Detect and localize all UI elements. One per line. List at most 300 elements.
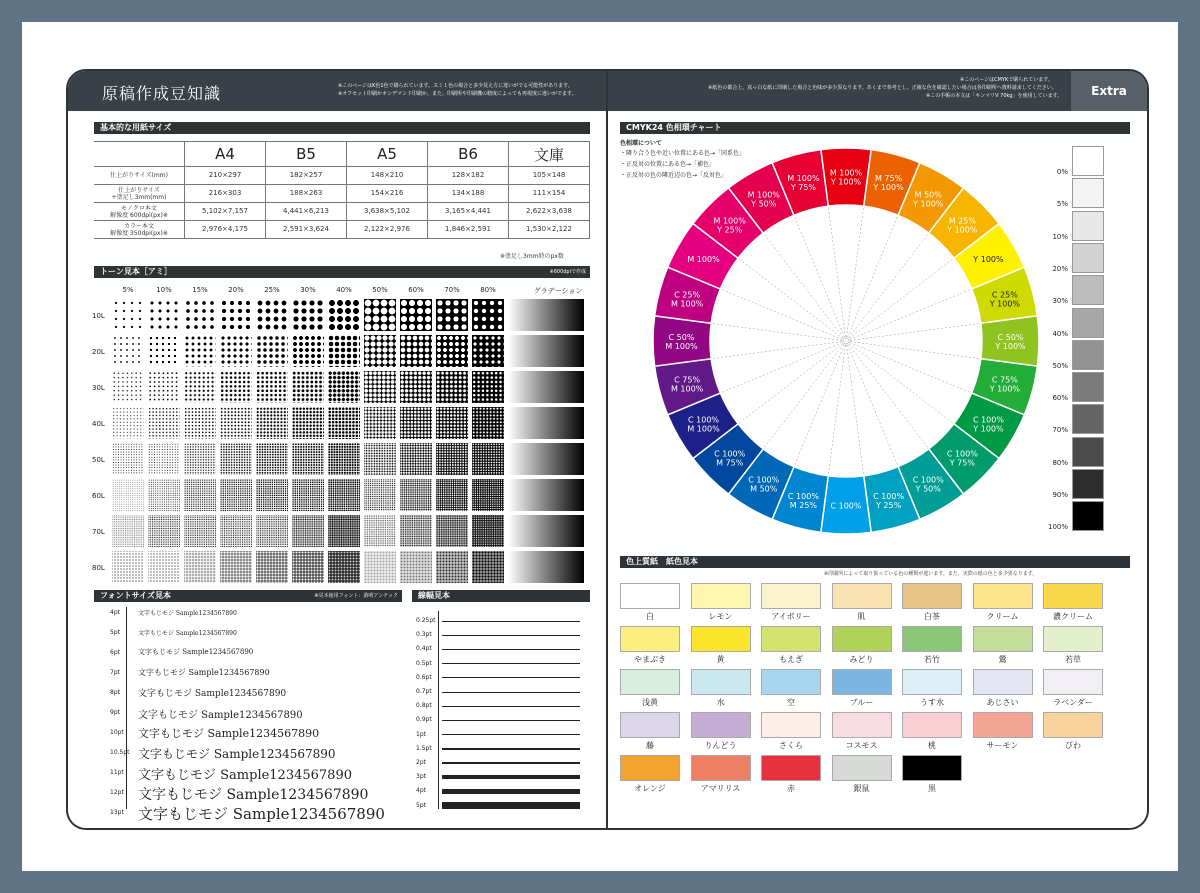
gray-label: 100% <box>1047 523 1068 532</box>
wheel-segment-label-line: Y 25% <box>717 225 743 235</box>
paper-color-name: サーモン <box>986 741 1019 750</box>
tone-col-label: 30% <box>300 286 316 294</box>
table-cell: 182×257 <box>266 167 347 185</box>
tone-swatch <box>220 443 252 475</box>
wheel-segment-label-line: Y 100% <box>989 299 1021 309</box>
line-sample <box>442 663 580 664</box>
wheel-segment-label-line: M 100% <box>687 254 720 264</box>
paper-color-name: アマリリス <box>700 784 741 793</box>
wheel-segment-label-line: Y 75% <box>790 183 817 193</box>
tone-swatch <box>472 371 504 403</box>
line-sample <box>442 649 580 650</box>
paper-color-name: うす水 <box>920 698 944 707</box>
paper-color-name: 鶯 <box>998 655 1007 664</box>
tone-col-label: 25% <box>264 286 280 294</box>
line-width-label: 3pt <box>416 773 426 781</box>
tone-col-label: 40% <box>336 286 352 294</box>
wheel-guide-line <box>795 345 845 465</box>
table-cell: 5,102×7,157 <box>185 203 266 221</box>
tone-swatch <box>328 443 360 475</box>
tone-row-label: 20L <box>92 348 105 356</box>
col-a4: A4 <box>185 142 266 167</box>
wheel-segment-label-line: C 100% <box>972 415 1004 425</box>
table-cell: 128×182 <box>428 167 509 185</box>
paper-color-name: 濃クリーム <box>1053 612 1093 621</box>
wheel-segment-label-line: C 100% <box>830 501 862 511</box>
wheel-segment-label-line: Y 100% <box>989 384 1021 394</box>
paper-color-swatch <box>832 626 892 652</box>
paper-color-name: アイボリー <box>771 612 811 621</box>
wheel-guide-line <box>764 235 843 338</box>
tone-swatch <box>112 335 144 367</box>
wheel-segment-label-line: M 50% <box>914 190 942 200</box>
wheel-segment-label-line: C 100% <box>946 449 978 459</box>
tone-swatch <box>364 407 396 439</box>
color-wheel <box>651 146 1041 536</box>
wheel-center <box>843 338 849 344</box>
wheel-segment-label-line: C 100% <box>714 449 746 459</box>
paper-color-swatch <box>761 712 821 738</box>
tone-col-label: 20% <box>228 286 244 294</box>
line-width-label: 0.4pt <box>416 645 432 653</box>
font-size-label: 11pt <box>110 768 124 776</box>
tone-row-label: 40L <box>92 420 105 428</box>
wheel-segment-label <box>873 492 904 510</box>
wheel-segment-label-line: C 50% <box>997 333 1024 342</box>
font-sample: 文字もじモジ Sample1234567890 <box>138 648 254 656</box>
gray-label: 50% <box>1052 361 1068 370</box>
wheel-segment-label <box>687 415 720 433</box>
gray-label: 70% <box>1052 426 1068 435</box>
paper-color-name: りんどう <box>704 741 737 750</box>
section-tone-note: ※600dpiで作成 <box>549 269 586 275</box>
gray-label: 0% <box>1056 168 1068 176</box>
paper-color-swatch <box>973 712 1033 738</box>
line-divider <box>438 611 439 809</box>
paper-color-swatch <box>620 626 680 652</box>
gray-swatch <box>1072 243 1104 273</box>
paper-color-swatch <box>902 712 962 738</box>
font-divider <box>126 607 127 809</box>
tone-swatch <box>400 443 432 475</box>
header-note-right-1: ※このページはCMYKで刷られています。 <box>960 77 1053 83</box>
wheel-segment-label-line: C 100% <box>748 475 780 485</box>
tone-row-label: 70L <box>92 528 105 536</box>
paper-colors-note: ※印刷所によって取り扱っている色の種類が違います。また、実際の紙の色と多少異なります。 <box>824 571 1038 577</box>
line-sample <box>442 677 580 678</box>
tone-gradation <box>508 443 584 475</box>
table-cell: 216×303 <box>185 185 266 203</box>
row-label <box>94 167 185 185</box>
wheel-segment-label-line: Y 100% <box>947 225 978 235</box>
wheel-segment-label-line: M 100% <box>747 190 780 200</box>
wheel-guide-line <box>795 217 845 337</box>
section-paper-size-title: 基本的な用紙サイズ <box>100 123 172 132</box>
table-cell: 2,122×2,976 <box>347 221 428 239</box>
section-paper-size <box>94 122 590 134</box>
paper-color-swatch <box>691 755 751 781</box>
wheel-segment-label-line: Y 75% <box>949 458 975 468</box>
table-cell: 154×216 <box>347 185 428 203</box>
table-cell: 188×263 <box>266 185 347 203</box>
tone-swatch <box>148 407 180 439</box>
row-label <box>94 221 185 239</box>
wheel-segment-label <box>946 217 978 235</box>
wheel-segment-label-line: Y 50% <box>751 199 777 209</box>
line-width-label: 4pt <box>416 787 426 795</box>
table-cell: 3,165×4,441 <box>428 203 509 221</box>
table-cell: 2,622×3,638 <box>509 203 590 221</box>
line-width-label: 0.25pt <box>416 617 436 624</box>
tone-swatch <box>472 515 504 547</box>
tone-swatch <box>292 443 324 475</box>
gray-swatch <box>1072 308 1104 338</box>
wheel-guide-line <box>848 345 898 465</box>
row-label-line: カラー本文 <box>123 222 154 230</box>
row-label-line: 仕上がりサイズ <box>118 186 160 194</box>
tone-gradation <box>508 371 584 403</box>
spine <box>606 71 608 828</box>
tone-swatch <box>400 371 432 403</box>
gray-label: 10% <box>1052 232 1068 241</box>
paper-color-swatch <box>691 583 751 609</box>
tone-swatch <box>148 551 180 583</box>
font-size-label: 4pt <box>110 609 120 616</box>
paper-color-swatch <box>1043 712 1103 738</box>
wheel-guide-line <box>849 343 952 422</box>
header-note-right-2: ※紙色の都合上、真っ白な紙に印刷した場合と色味が多少異なります。あくまで参考とし、正確な色を確認したい場合は各印刷所へ資料請求してください。 <box>708 85 1057 91</box>
tone-swatch <box>472 335 504 367</box>
tone-swatch <box>328 335 360 367</box>
paper-size-table <box>94 141 590 239</box>
wheel-guide-line <box>848 217 898 337</box>
wheel-segment-label-line: M 25% <box>789 500 818 510</box>
tone-swatch <box>328 479 360 511</box>
tone-swatch <box>400 479 432 511</box>
wheel-segment-label-line: Y 100% <box>830 177 862 187</box>
paper-color-name: 白 <box>646 612 654 621</box>
tone-swatch <box>328 299 360 331</box>
tone-swatch <box>148 371 180 403</box>
line-sample <box>442 748 580 750</box>
paper-color-swatch <box>973 626 1033 652</box>
line-width-label: 0.6pt <box>416 673 432 681</box>
section-font-size <box>94 590 402 602</box>
page-title: 原稿作成豆知識 <box>102 84 222 103</box>
tone-swatch <box>400 551 432 583</box>
wheel-guide-line <box>847 345 864 474</box>
row-label <box>94 185 185 203</box>
section-line-width-title: 線幅見本 <box>418 591 450 600</box>
font-size-label: 6pt <box>110 648 120 656</box>
tone-swatch <box>148 335 180 367</box>
section-color-wheel-title: CMYK24 色相環チャート <box>626 123 722 132</box>
font-sample: 文字もじモジ Sample1234567890 <box>138 746 336 761</box>
tone-col-label: 5% <box>122 286 134 294</box>
font-sample: 文字もじモジ Sample1234567890 <box>138 610 237 617</box>
tone-swatch <box>292 479 324 511</box>
tone-swatch <box>328 551 360 583</box>
font-size-label: 9pt <box>110 708 120 716</box>
wheel-segment-label <box>872 174 904 192</box>
wheel-segment-label-line: Y 100% <box>973 424 1004 434</box>
tone-row-label: 80L <box>92 564 105 572</box>
wheel-segment-label-line: M 100% <box>670 384 704 394</box>
tone-swatch <box>256 479 288 511</box>
table-cell: 2,976×4,175 <box>185 221 266 239</box>
wheel-segment-label <box>830 169 863 187</box>
tone-col-label: 50% <box>372 286 388 294</box>
paper-color-name: オレンジ <box>634 784 666 793</box>
paper-color-name: 藤 <box>646 741 654 750</box>
tone-swatch <box>148 515 180 547</box>
line-sample <box>442 762 580 765</box>
row-label <box>94 203 185 221</box>
wheel-guide-line <box>722 343 842 393</box>
paper-color-name: やまぶき <box>634 655 666 664</box>
tone-swatch <box>112 299 144 331</box>
paper-color-name: もえぎ <box>779 655 803 664</box>
section-tone <box>94 266 590 278</box>
tone-gradation <box>508 335 584 367</box>
paper-color-swatch <box>902 669 962 695</box>
wheel-segment-label-line: C 50% <box>668 333 695 342</box>
wheel-segment-label-line: M 100% <box>687 424 720 434</box>
paper-color-swatch <box>973 583 1033 609</box>
section-tone-title: トーン見本［アミ］ <box>100 267 172 276</box>
tone-swatch <box>400 299 432 331</box>
paper-color-swatch <box>620 583 680 609</box>
gray-label: 80% <box>1052 458 1068 467</box>
tone-swatch <box>256 299 288 331</box>
wheel-segment-label <box>788 492 819 510</box>
tone-swatch <box>436 479 468 511</box>
tone-swatch <box>436 551 468 583</box>
row-label-line: 仕上がりサイズ(mm) <box>110 172 168 179</box>
tone-swatch <box>292 371 324 403</box>
gray-swatch <box>1072 275 1104 305</box>
paper-color-swatch <box>902 626 962 652</box>
font-sample: 文字もじモジ Sample1234567890 <box>138 768 352 783</box>
header-note-right-3: ※この手帳の本文は「キンマリV 70kg」を使用しています。 <box>926 93 1063 99</box>
extra-tab: Extra <box>1071 71 1147 111</box>
line-width-label: 0.3pt <box>416 631 432 639</box>
tone-swatch <box>436 299 468 331</box>
wheel-guide-line <box>850 324 979 341</box>
table-cell: 111×154 <box>509 185 590 203</box>
gray-swatch <box>1072 469 1104 499</box>
tone-gradation <box>508 407 584 439</box>
tone-swatch <box>364 335 396 367</box>
line-sample <box>442 789 580 795</box>
line-width-label: 1pt <box>416 730 426 738</box>
wheel-guide-line <box>850 342 979 359</box>
wheel-segment-label <box>913 475 944 493</box>
tone-swatch <box>472 299 504 331</box>
tone-swatch <box>328 407 360 439</box>
line-width-label: 2pt <box>416 759 426 766</box>
paper-color-name: 黄 <box>716 655 725 664</box>
row-label-line: +塗足し3mm(mm) <box>111 193 167 201</box>
tone-swatch <box>220 515 252 547</box>
line-sample <box>442 706 580 707</box>
tone-gradation <box>508 551 584 583</box>
wheel-guide-line <box>740 259 843 338</box>
col-b6: B6 <box>428 142 509 167</box>
paper-color-swatch <box>832 755 892 781</box>
wheel-segment-label-line: C 75% <box>991 375 1018 385</box>
paper-color-name: 赤 <box>787 784 795 793</box>
gray-label: 5% <box>1056 200 1068 209</box>
gray-label: 20% <box>1052 264 1068 273</box>
wheel-segment-label <box>912 191 944 209</box>
wheel-segment-label <box>787 174 820 192</box>
tone-swatch <box>112 515 144 547</box>
line-sample <box>442 692 580 693</box>
wheel-note-2: ・正反対の位置にある色→「補色」 <box>620 161 716 168</box>
table-corner <box>94 142 185 167</box>
col-a5: A5 <box>347 142 428 167</box>
wheel-guide-line <box>713 342 842 359</box>
gray-label: 90% <box>1052 491 1068 499</box>
line-sample <box>442 775 580 779</box>
line-width-label: 0.7pt <box>416 688 432 695</box>
tone-swatch <box>184 371 216 403</box>
paper-color-swatch <box>832 669 892 695</box>
table-cell: 1,530×2,122 <box>509 221 590 239</box>
wheel-segment-label-line: Y 100% <box>995 342 1026 351</box>
tone-swatch <box>112 443 144 475</box>
tone-col-label: 10% <box>156 286 172 294</box>
tone-swatch <box>292 335 324 367</box>
line-width-label: 1.5pt <box>416 744 432 752</box>
paper-color-swatch <box>832 583 892 609</box>
line-width-label: 0.5pt <box>416 659 432 667</box>
font-size-label: 10pt <box>110 728 124 736</box>
tone-col-label: 15% <box>192 286 208 294</box>
wheel-segment-label-line: M 100% <box>665 342 698 351</box>
font-sample: 文字もじモジ Sample1234567890 <box>138 629 237 637</box>
tone-swatch <box>472 443 504 475</box>
wheel-segment-label-line: M 100% <box>713 216 746 226</box>
wheel-segment-label <box>748 475 779 493</box>
wheel-guide-line <box>764 344 843 447</box>
wheel-segment-label <box>831 502 862 511</box>
tone-col-label: 80% <box>480 286 496 294</box>
col-b5: B5 <box>266 142 347 167</box>
wheel-segment-label <box>714 449 745 467</box>
line-width-label: 5pt <box>416 801 426 809</box>
line-sample <box>442 734 580 735</box>
section-font-size-note: ※見本使用フォント：游明アンチック <box>314 593 398 599</box>
tone-swatch <box>112 371 144 403</box>
wheel-segment-label-line: M 25% <box>948 216 976 226</box>
font-size-label: 7pt <box>110 668 120 676</box>
tone-row-label: 50L <box>92 456 105 464</box>
wheel-segment-label-line: C 100% <box>787 491 819 501</box>
wheel-guide-line <box>850 290 970 340</box>
tone-swatch <box>220 299 252 331</box>
wheel-segment-label-line: C 75% <box>674 375 701 385</box>
wheel-segment-label-line: M 100% <box>787 174 820 184</box>
tone-swatch <box>148 479 180 511</box>
header-note-left-1: ※このページはK色1色で刷られています。スミ１色の場合と多少見え方に違いがでる可能性があります。 <box>338 83 573 89</box>
section-paper-colors <box>620 556 1130 568</box>
tone-col-label: 70% <box>444 286 460 294</box>
paper-color-name: 水 <box>716 698 725 707</box>
wheel-guide-line <box>713 324 842 341</box>
wheel-segment-label-line: Y 100% <box>913 199 944 209</box>
table-row <box>94 221 590 239</box>
wheel-segment-label <box>972 415 1004 433</box>
wheel-about: 色相環について <box>620 140 662 147</box>
paper-color-swatch <box>761 669 821 695</box>
section-font-size-title: フォントサイズ見本 <box>100 591 171 600</box>
row-label-line: 解像度 350dpi(px)※ <box>110 229 168 237</box>
wheel-guide-line <box>850 343 970 393</box>
tone-swatch <box>184 299 216 331</box>
wheel-segment-label-line: M 100% <box>670 299 704 309</box>
wheel-guide-line <box>849 259 952 338</box>
paper-color-swatch <box>832 712 892 738</box>
gray-swatch <box>1072 372 1104 402</box>
font-sample: 文字もじモジ Sample1234567890 <box>138 689 287 699</box>
paper-color-swatch <box>973 669 1033 695</box>
paper-color-swatch <box>902 755 962 781</box>
font-size-label: 10.5pt <box>110 748 130 756</box>
table-cell: 3,638×5,102 <box>347 203 428 221</box>
tone-col-label: 60% <box>408 286 424 294</box>
paper-color-name: あじさい <box>986 698 1019 707</box>
tone-swatch <box>364 299 396 331</box>
tone-swatch <box>148 299 180 331</box>
paper-color-swatch <box>761 755 821 781</box>
font-sample: 文字もじモジ Sample1234567890 <box>138 727 320 740</box>
wheel-segment-label <box>714 217 747 235</box>
tone-swatch <box>256 443 288 475</box>
wheel-segment-label <box>972 255 1004 264</box>
wheel-segment-label <box>989 376 1021 394</box>
tone-swatch <box>184 335 216 367</box>
paper-color-swatch <box>1043 583 1103 609</box>
paper-color-name: 桃 <box>928 741 936 750</box>
tone-swatch <box>148 443 180 475</box>
line-sample <box>442 802 580 809</box>
wheel-guide-line <box>848 235 927 338</box>
tone-swatch <box>328 515 360 547</box>
gray-swatch <box>1072 146 1104 176</box>
wheel-segment-label-line: Y 50% <box>915 484 941 494</box>
wheel-guide-line <box>847 208 864 337</box>
gray-swatch <box>1072 437 1104 467</box>
tone-swatch <box>436 407 468 439</box>
wheel-segment-label <box>687 255 720 264</box>
table-cell: 4,441×6,213 <box>266 203 347 221</box>
table-cell: 105×148 <box>509 167 590 185</box>
tone-swatch <box>364 443 396 475</box>
wheel-segment-label-line: C 25% <box>674 290 701 300</box>
tone-swatch <box>400 335 432 367</box>
font-size-label: 12pt <box>110 788 124 796</box>
tone-swatch <box>256 551 288 583</box>
tone-swatch <box>220 551 252 583</box>
gray-swatch <box>1072 178 1104 208</box>
paper-color-swatch <box>761 626 821 652</box>
tone-row-label: 30L <box>92 384 105 392</box>
wheel-segment-label <box>665 333 698 351</box>
paper-color-name: 若竹 <box>924 655 940 664</box>
wheel-segment-label <box>671 290 704 308</box>
